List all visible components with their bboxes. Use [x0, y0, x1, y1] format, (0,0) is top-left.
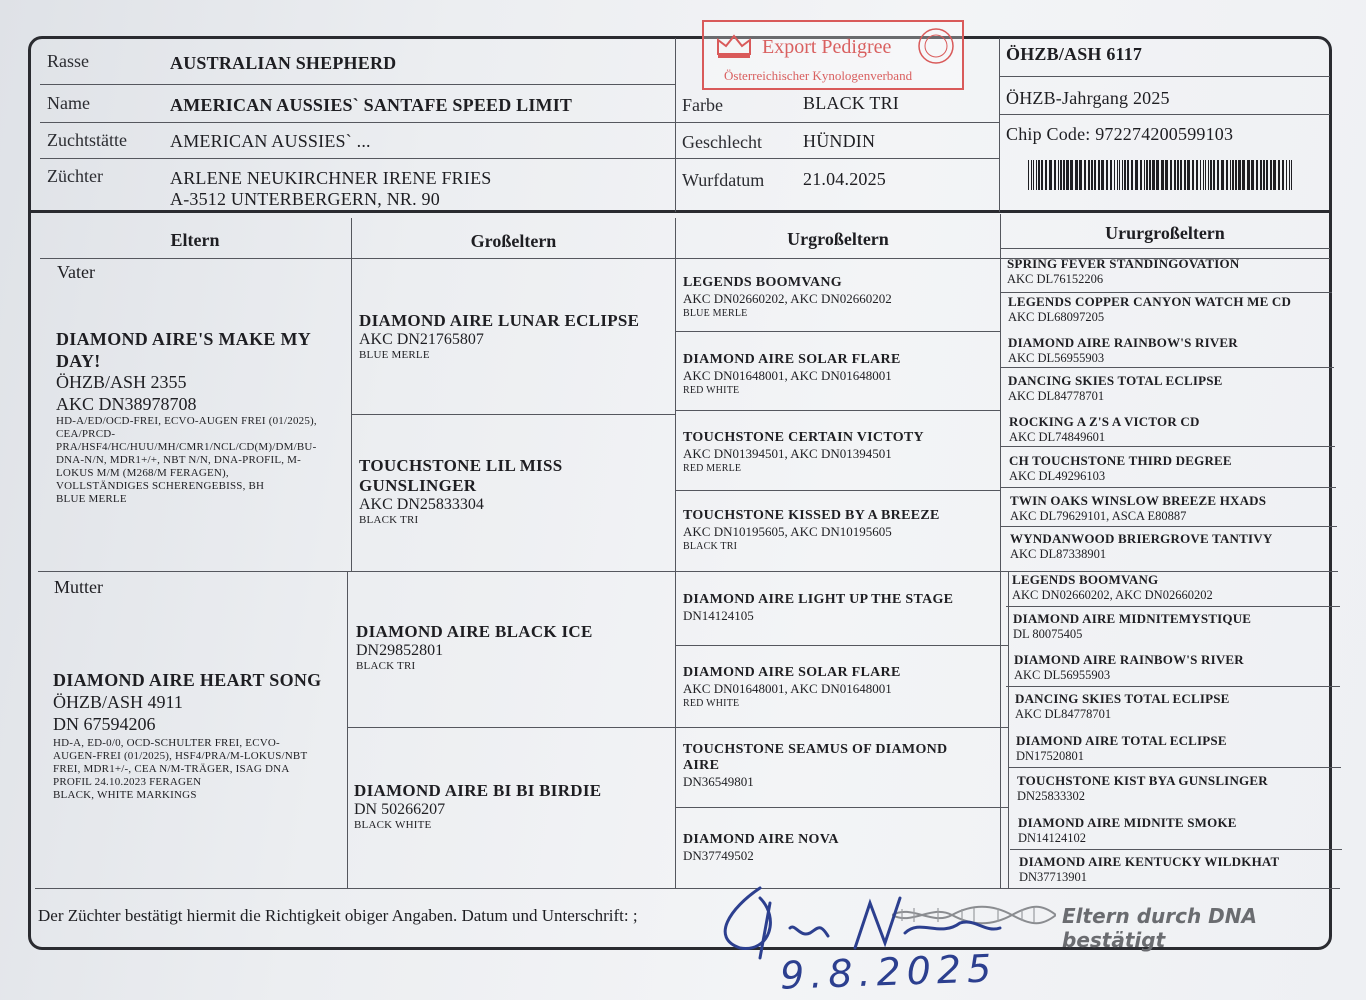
divider — [351, 414, 675, 415]
gg-name: TOUCHSTONE SEAMUS OF DIAMOND — [683, 742, 948, 757]
crown-icon — [714, 30, 754, 60]
barcode-bar — [1180, 160, 1182, 190]
gg-reg: DN14124105 — [683, 608, 754, 623]
barcode-bar — [1205, 160, 1206, 190]
mutter-color: BLACK, WHITE MARKINGS — [53, 789, 197, 801]
barcode-bar — [1192, 160, 1194, 190]
mutter-oehzb: ÖHZB/ASH 4911 — [53, 692, 183, 712]
ggg-name: ROCKING A Z'S A VICTOR CD — [1009, 414, 1200, 429]
chip-code: Chip Code: 972274200599103 — [1006, 124, 1234, 144]
barcode-bar — [1110, 160, 1112, 190]
breeder-confirmation-text: Der Züchter bestätigt hiermit die Richtigkeit obiger Angaben. Datum und Unterschrift: ; — [38, 906, 638, 925]
barcode-bar — [1066, 160, 1069, 190]
divider — [1000, 367, 1334, 368]
geschlecht-label: Geschlecht — [682, 132, 762, 152]
divider — [675, 331, 1000, 332]
grandparent-entry — [359, 311, 671, 362]
barcode-bar — [1289, 160, 1290, 190]
divider — [1008, 571, 1009, 888]
rasse-value: AUSTRALIAN SHEPHERD — [170, 53, 397, 73]
ggg-reg: DL 80075405 — [1013, 627, 1083, 641]
barcode-bar — [1041, 160, 1043, 190]
gg-name: DIAMOND AIRE LIGHT UP THE STAGE — [683, 592, 954, 607]
barcode-bar — [1094, 160, 1096, 190]
ggg-reg: AKC DL87338901 — [1010, 547, 1107, 561]
export-pedigree-stamp — [702, 20, 964, 90]
barcode-bar — [1242, 160, 1245, 190]
divider — [999, 38, 1000, 212]
ggg-entry — [1017, 773, 1342, 804]
ggg-entry — [1009, 414, 1334, 445]
ggg-entry — [1015, 691, 1340, 722]
gg-name: LEGENDS BOOMVANG — [683, 275, 842, 290]
gg-name: TOUCHSTONE KISSED BY A BREEZE — [683, 508, 940, 523]
grandparent-entry — [354, 781, 669, 832]
barcode-bar — [1161, 160, 1164, 190]
gg-reg: AKC DN02660202, AKC DN02660202 — [683, 291, 892, 306]
barcode-bar — [1238, 160, 1241, 190]
ggg-name: LEGENDS COPPER CANYON WATCH ME CD — [1008, 294, 1292, 309]
divider — [1000, 526, 1337, 527]
barcode-bar — [1170, 160, 1172, 190]
barcode-bar — [1210, 160, 1212, 190]
barcode-bar — [1203, 160, 1204, 190]
barcode-bar — [1033, 160, 1034, 190]
grandparent-reg: DN29852801 — [356, 642, 444, 659]
barcode-bar — [1038, 160, 1040, 190]
barcode-bar — [1117, 160, 1118, 190]
divider — [1010, 849, 1342, 850]
great-grandparent-entry — [683, 430, 997, 475]
zuchtstaette-value: AMERICAN AUSSIES` ... — [170, 131, 371, 151]
mutter-label: Mutter — [54, 577, 103, 597]
barcode-bar — [1101, 160, 1104, 190]
divider — [40, 158, 1000, 159]
barcode-bar — [1114, 160, 1115, 190]
dog-name: AMERICAN AUSSIES` SANTAFE SPEED LIMIT — [170, 95, 573, 115]
ggg-name: DIAMOND AIRE KENTUCKY WILDKHAT — [1019, 854, 1280, 869]
grandparent-color: BLACK WHITE — [354, 819, 432, 831]
grandparent-name-cont: GUNSLINGER — [359, 476, 477, 495]
grandparent-color: BLACK TRI — [356, 660, 416, 672]
barcode-bar — [1174, 160, 1176, 190]
barcode-bar — [1135, 160, 1138, 190]
divider — [1006, 686, 1340, 687]
oehzb-jahrgang: ÖHZB-Jahrgang 2025 — [1006, 88, 1170, 108]
barcode-bar — [1084, 160, 1086, 190]
gg-name: DIAMOND AIRE SOLAR FLARE — [683, 352, 901, 367]
grandparent-reg: AKC DN21765807 — [359, 331, 484, 348]
barcode-bar — [1291, 160, 1292, 190]
barcode-bar — [1232, 160, 1234, 190]
grandparent-entry — [359, 456, 671, 527]
barcode-bar — [1028, 160, 1029, 190]
gg-color: RED WHITE — [683, 698, 740, 709]
name-label: Name — [47, 93, 90, 113]
divider — [675, 490, 1000, 491]
barcode-bar — [1149, 160, 1151, 190]
barcode-bar — [1184, 160, 1186, 190]
health-line: HD-A, ED-0/0, OCD-SCHULTER FREI, ECVO- — [53, 737, 280, 749]
grandparent-name: DIAMOND AIRE LUNAR ECLIPSE — [359, 311, 640, 330]
vater-name-cont: DAY! — [56, 351, 101, 371]
ggg-entry — [1010, 531, 1335, 562]
ggg-reg: AKC DL74849601 — [1009, 430, 1106, 444]
gg-reg: DN36549801 — [683, 774, 754, 789]
barcode-bar — [1146, 160, 1148, 190]
barcode-bar — [1208, 160, 1209, 190]
divider — [675, 727, 1008, 728]
divider — [1000, 214, 1001, 888]
ggg-name: DIAMOND AIRE MIDNITE SMOKE — [1018, 815, 1237, 830]
ggg-entry — [1008, 294, 1333, 325]
divider — [675, 645, 1008, 646]
barcode-bar — [1122, 160, 1123, 190]
vater-color: BLUE MERLE — [56, 493, 127, 505]
barcode-bar — [1251, 160, 1254, 190]
grandparent-reg: AKC DN25833304 — [359, 496, 484, 513]
barcode-bar — [1098, 160, 1100, 190]
barcode-bar — [1131, 160, 1133, 190]
barcode-bar — [1217, 160, 1219, 190]
divider — [675, 218, 676, 888]
wurfdatum-value: 21.04.2025 — [803, 169, 886, 189]
vater-reg: AKC DN38978708 — [56, 394, 197, 414]
barcode — [1028, 160, 1296, 192]
mutter-reg: DN 67594206 — [53, 714, 156, 734]
stamp-title: Export Pedigree — [762, 36, 892, 58]
divider — [1006, 606, 1340, 607]
barcode-bar — [1282, 160, 1284, 190]
health-line: PROFIL 24.10.2023 FERAGEN — [53, 776, 202, 788]
rasse-label: Rasse — [47, 51, 89, 71]
barcode-bar — [1235, 160, 1237, 190]
ggg-name: TWIN OAKS WINSLOW BREEZE HXADS — [1010, 493, 1267, 508]
ggg-reg: DN17520801 — [1016, 749, 1085, 763]
barcode-bar — [1060, 160, 1062, 190]
health-line: VOLLSTÄNDIGES SCHERENGEBISS, BH — [56, 480, 265, 492]
divider — [35, 888, 1340, 889]
gg-color: RED WHITE — [683, 385, 740, 396]
ggg-entry — [1013, 611, 1338, 642]
zuchtstaette-label: Zuchtstätte — [47, 130, 127, 150]
barcode-bar — [1187, 160, 1190, 190]
ggg-reg: AKC DL79629101, ASCA E80887 — [1010, 509, 1187, 523]
zuechter-label: Züchter — [47, 166, 103, 186]
divider — [1000, 114, 1330, 115]
vater-label: Vater — [57, 262, 95, 282]
ggg-name: DANCING SKIES TOTAL ECLIPSE — [1015, 691, 1230, 706]
vater-health — [56, 415, 346, 506]
ggg-entry — [1019, 854, 1344, 885]
divider — [675, 807, 1008, 808]
gg-color: RED MERLE — [683, 463, 742, 474]
barcode-bar — [1070, 160, 1073, 190]
great-grandparent-entry — [683, 352, 997, 397]
ggg-reg: DN37713901 — [1019, 870, 1088, 884]
zuechter-address: A-3512 UNTERBERGERN, NR. 90 — [170, 189, 440, 209]
divider — [347, 727, 675, 728]
seal-icon — [916, 26, 956, 66]
gg-reg: AKC DN01394501, AKC DN01394501 — [683, 446, 892, 461]
barcode-bar — [1049, 160, 1052, 190]
barcode-bar — [1165, 160, 1168, 190]
ggg-name: SPRING FEVER STANDINGOVATION — [1007, 256, 1240, 271]
barcode-bar — [1263, 160, 1265, 190]
barcode-bar — [1124, 160, 1126, 190]
ggg-reg: AKC DL84778701 — [1015, 707, 1112, 721]
barcode-bar — [1196, 160, 1198, 190]
ggg-reg: AKC DL84778701 — [1008, 389, 1105, 403]
oehzb-number: ÖHZB/ASH 6117 — [1006, 44, 1143, 64]
great-grandparent-entry — [683, 275, 997, 320]
geschlecht-value: HÜNDIN — [803, 131, 876, 151]
barcode-bar — [1230, 160, 1231, 190]
ggg-entry — [1008, 335, 1333, 366]
health-line: AUGEN-FREI (01/2025), HSF4/PRA/M-LOKUS/NBT — [53, 750, 308, 762]
ggg-entry — [1016, 733, 1341, 764]
ggg-reg: DN14124102 — [1018, 831, 1087, 845]
barcode-bar — [1200, 160, 1201, 190]
great-grandparent-entry — [683, 742, 997, 790]
gg-reg: AKC DN01648001, AKC DN01648001 — [683, 681, 892, 696]
grandparent-color: BLUE MERLE — [359, 349, 430, 361]
ggg-reg: DN25833302 — [1017, 789, 1086, 803]
vater-oehzb: ÖHZB/ASH 2355 — [56, 372, 187, 392]
ggg-entry — [1018, 815, 1343, 846]
mutter-health — [53, 737, 343, 802]
barcode-bar — [1091, 160, 1093, 190]
col-ururgrosseltern: Ururgroßeltern — [1105, 223, 1225, 243]
ggg-name: LEGENDS BOOMVANG — [1012, 572, 1159, 587]
barcode-bar — [1079, 160, 1082, 190]
barcode-bar — [1075, 160, 1078, 190]
great-grandparent-entry — [683, 665, 997, 710]
ggg-entry — [1014, 652, 1339, 683]
barcode-bar — [1278, 160, 1280, 190]
barcode-bar — [1273, 160, 1276, 190]
barcode-bar — [1260, 160, 1262, 190]
divider — [347, 571, 348, 889]
barcode-bar — [1036, 160, 1037, 190]
great-grandparent-entry — [683, 832, 997, 864]
gg-color: BLUE MERLE — [683, 308, 748, 319]
gg-name-cont: AIRE — [683, 758, 720, 773]
health-line: LOKUS M/M (M268/M FERAGEN), — [56, 467, 229, 479]
barcode-bar — [1106, 160, 1108, 190]
ggg-name: DIAMOND AIRE MIDNITEMYSTIQUE — [1013, 611, 1252, 626]
barcode-bar — [1058, 160, 1059, 190]
ggg-reg: AKC DL56955903 — [1014, 668, 1111, 682]
ggg-entry — [1010, 493, 1335, 524]
health-line: FREI, MDR1+/-, CEA N/M-TRÄGER, ISAG DNA — [53, 763, 290, 775]
ggg-name: TOUCHSTONE KIST BYA GUNSLINGER — [1017, 773, 1268, 788]
ggg-reg: AKC DL68097205 — [1008, 310, 1105, 324]
divider — [40, 122, 1000, 123]
divider — [351, 218, 352, 572]
barcode-bar — [1152, 160, 1155, 190]
ggg-name: CH TOUCHSTONE THIRD DEGREE — [1009, 453, 1232, 468]
wurfdatum-label: Wurfdatum — [682, 170, 765, 190]
barcode-bar — [1156, 160, 1159, 190]
farbe-value: BLACK TRI — [803, 93, 899, 113]
ggg-name: DANCING SKIES TOTAL ECLIPSE — [1008, 373, 1223, 388]
barcode-bar — [1031, 160, 1032, 190]
ggg-reg: AKC DN02660202, AKC DN02660202 — [1012, 588, 1213, 602]
ggg-name: DIAMOND AIRE RAINBOW'S RIVER — [1014, 652, 1244, 667]
barcode-bar — [1177, 160, 1179, 190]
divider — [40, 84, 676, 85]
gg-color: BLACK TRI — [683, 541, 738, 552]
gg-reg: AKC DN10195605, AKC DN10195605 — [683, 524, 892, 539]
divider — [1000, 248, 1330, 249]
stamp-subtitle: Österreichischer Kynologenverband — [724, 68, 913, 83]
barcode-bar — [1213, 160, 1215, 190]
barcode-bar — [1119, 160, 1120, 190]
barcode-bar — [1270, 160, 1272, 190]
barcode-bar — [1226, 160, 1228, 190]
barcode-bar — [1045, 160, 1047, 190]
col-eltern: Eltern — [170, 230, 220, 250]
dna-confirmed-text: Eltern durch DNA bestätigt — [1062, 904, 1257, 952]
header-bottom-rule — [30, 210, 1330, 213]
zuechter-names: ARLENE NEUKIRCHNER IRENE FRIES — [170, 168, 492, 188]
divider — [1008, 767, 1341, 768]
barcode-bar — [1127, 160, 1129, 190]
gg-name: TOUCHSTONE CERTAIN VICTOTY — [683, 430, 924, 445]
barcode-bar — [1221, 160, 1224, 190]
barcode-bar — [1286, 160, 1287, 190]
barcode-bar — [1144, 160, 1145, 190]
ggg-entry — [1009, 453, 1334, 484]
barcode-bar — [1088, 160, 1090, 190]
grandparent-color: BLACK TRI — [359, 514, 419, 526]
divider — [675, 410, 1000, 411]
barcode-bar — [1140, 160, 1142, 190]
ggg-reg: AKC DL49296103 — [1009, 469, 1106, 483]
ggg-entry — [1007, 256, 1332, 287]
ggg-entry — [1008, 373, 1333, 404]
divider — [1000, 76, 1330, 77]
gg-reg: DN37749502 — [683, 848, 754, 863]
gg-name: DIAMOND AIRE SOLAR FLARE — [683, 665, 901, 680]
barcode-bar — [1266, 160, 1268, 190]
ggg-name: WYNDANWOOD BRIERGROVE TANTIVY — [1010, 531, 1273, 546]
grandparent-reg: DN 50266207 — [354, 801, 446, 818]
gg-reg: AKC DN01648001, AKC DN01648001 — [683, 368, 892, 383]
grandparent-entry — [356, 622, 668, 673]
barcode-bar — [1054, 160, 1056, 190]
barcode-bar — [1256, 160, 1258, 190]
ggg-name: DIAMOND AIRE RAINBOW'S RIVER — [1008, 335, 1238, 350]
ggg-name: DIAMOND AIRE TOTAL ECLIPSE — [1016, 733, 1227, 748]
health-line: HD-A/ED/OCD-FREI, ECVO-AUGEN FREI (01/2025), — [56, 415, 317, 427]
gg-name: DIAMOND AIRE NOVA — [683, 832, 839, 847]
mutter-name: DIAMOND AIRE HEART SONG — [53, 670, 322, 690]
col-grosseltern: Großeltern — [470, 231, 557, 251]
ggg-entry — [1012, 572, 1337, 603]
divider — [1000, 487, 1336, 488]
health-line: CEA/PRCD- — [56, 428, 116, 440]
barcode-bar — [1247, 160, 1250, 190]
divider — [1000, 292, 1332, 293]
great-grandparent-entry — [683, 592, 997, 624]
farbe-label: Farbe — [682, 95, 723, 115]
ggg-reg: AKC DL56955903 — [1008, 351, 1105, 365]
vater-name: DIAMOND AIRE'S MAKE MY — [56, 329, 312, 349]
health-line: DNA-N/N, MDR1+/+, NBT N/N, DNA-PROFIL, M- — [56, 454, 301, 466]
handwritten-date: 9.8.2025 — [779, 946, 998, 998]
divider — [675, 38, 676, 212]
barcode-bar — [1063, 160, 1065, 190]
health-line: PRA/HSF4/HC/HUU/MH/CMR1/NCL/CD(M)/DM/BU- — [56, 441, 317, 453]
ggg-reg: AKC DL76152206 — [1007, 272, 1104, 286]
divider — [1000, 446, 1335, 447]
grandparent-name: DIAMOND AIRE BLACK ICE — [356, 622, 593, 641]
grandparent-name: DIAMOND AIRE BI BI BIRDIE — [354, 781, 602, 800]
col-urgrosseltern: Urgroßeltern — [787, 229, 889, 249]
great-grandparent-entry — [683, 508, 997, 553]
grandparent-name: TOUCHSTONE LIL MISS — [359, 456, 563, 475]
